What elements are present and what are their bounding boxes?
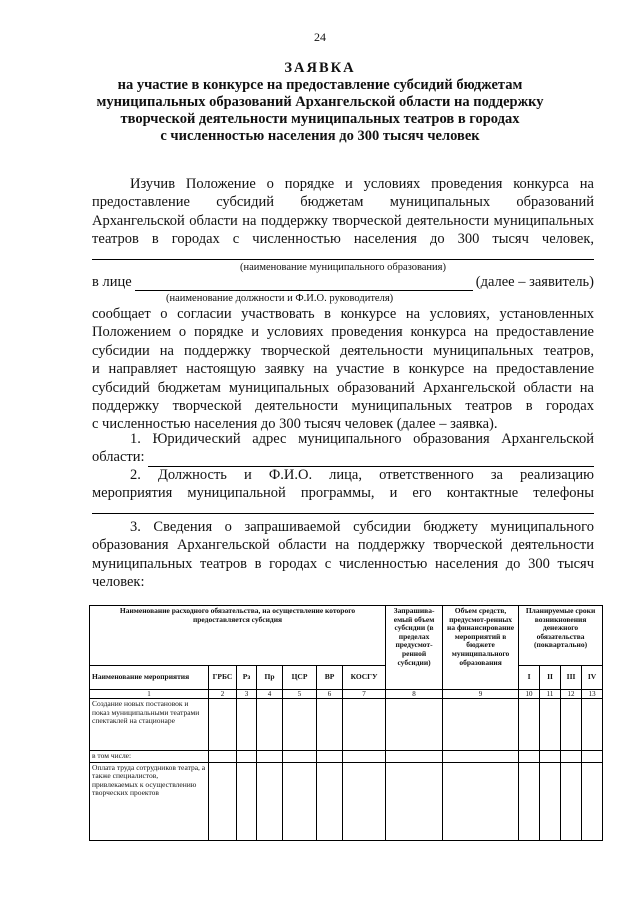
- table-cell[interactable]: [209, 699, 237, 751]
- text-line: Изучив Положение о порядке и условиях проведения конкурса на: [130, 176, 594, 192]
- intro-paragraph: [92, 175, 594, 249]
- table-cell[interactable]: [317, 762, 343, 840]
- table-cell[interactable]: [257, 751, 283, 763]
- text-line: предоставление субсидий бюджетам муниципальных образований: [92, 194, 594, 211]
- activity-name-cell: Создание новых постановок и показ муниципальными театрами спектаклей на стационаре: [90, 699, 209, 751]
- text-line: поддержку творческой деятельности муниципальных театров в городах: [92, 398, 594, 415]
- table-cell[interactable]: [283, 762, 317, 840]
- text-line: сообщает о согласии участвовать в конкурсе на условиях, установленных: [92, 306, 594, 322]
- table-row: [90, 751, 603, 763]
- quarter-header: IV: [582, 666, 603, 690]
- column-number: 11: [540, 690, 561, 699]
- table-cell[interactable]: [582, 699, 603, 751]
- quarter-header: II: [540, 666, 561, 690]
- table-cell[interactable]: [257, 762, 283, 840]
- quarter-header: III: [561, 666, 582, 690]
- text-line: с численностью населения до 300 тысяч человек (далее – заявка).: [92, 416, 498, 433]
- table-cell[interactable]: [582, 762, 603, 840]
- table-cell[interactable]: [209, 762, 237, 840]
- official-field: [92, 273, 594, 305]
- table-cell[interactable]: [343, 699, 386, 751]
- page-number: 24: [314, 30, 326, 44]
- table-cell[interactable]: [519, 751, 540, 763]
- title-line: с численностью населения до 300 тысяч человек: [160, 128, 480, 144]
- official-blank-line[interactable]: [135, 276, 473, 291]
- table-cell[interactable]: [561, 751, 582, 763]
- subsidy-table: [89, 605, 603, 841]
- table-cell[interactable]: [317, 699, 343, 751]
- table-cell[interactable]: [237, 762, 257, 840]
- column-number: 2: [209, 690, 237, 699]
- table-cell[interactable]: [237, 751, 257, 763]
- column-number: 13: [582, 690, 603, 699]
- column-number: 3: [237, 690, 257, 699]
- table-cell[interactable]: [561, 699, 582, 751]
- text-line: 2. Должность и Ф.И.О. лица, ответственного за реализацию: [130, 467, 594, 483]
- table-cell[interactable]: [283, 699, 317, 751]
- text-line: 3. Сведения о запрашиваемой субсидии бюджету муниципального: [130, 519, 594, 535]
- table-cell[interactable]: [443, 699, 519, 751]
- text-line: муниципальных театров в городах с численностью населения до 300 тысяч: [92, 555, 594, 572]
- official-hint: (наименование должности и Ф.И.О. руководителя): [166, 293, 394, 305]
- table-cell[interactable]: [257, 699, 283, 751]
- text-line: человек:: [92, 574, 145, 591]
- expense-obligation-header: Наименование расходного обязательства, на осуществление которого предоставляется субсидия: [90, 606, 386, 666]
- csr-header: ЦСР: [283, 666, 317, 690]
- table-cell[interactable]: [540, 751, 561, 763]
- column-number: 1: [90, 690, 209, 699]
- region-label: области:: [92, 449, 145, 466]
- table-cell[interactable]: [540, 699, 561, 751]
- column-number: 8: [386, 690, 443, 699]
- column-number: 5: [283, 690, 317, 699]
- municipality-hint: (наименование муниципального образования): [239, 262, 447, 273]
- item-1: [92, 430, 594, 467]
- quarterly-terms-header: Планируемые сроки возникновения денежного обязательства (поквартально): [519, 606, 603, 666]
- table-cell[interactable]: [582, 751, 603, 763]
- activity-name-cell: Оплата труда сотрудников театра, а также специалистов, привлекаемых к осуществлению творческих проектов: [90, 762, 209, 840]
- column-number: 9: [443, 690, 519, 699]
- table-cell[interactable]: [317, 751, 343, 763]
- column-number: 6: [317, 690, 343, 699]
- municipality-field: [92, 249, 594, 274]
- in-person-label: в лице: [92, 274, 132, 290]
- title-line: муниципальных образований Архангельской области на поддержку: [96, 94, 544, 110]
- activity-name-cell: в том числе:: [90, 751, 209, 763]
- column-number: 12: [561, 690, 582, 699]
- text-line: и направляет настоящую заявку на участие в конкурсе на предоставление: [92, 361, 594, 378]
- table-row: [90, 699, 603, 751]
- text-line: Архангельской области на поддержку творческой деятельности муниципальных: [92, 212, 594, 229]
- pr-header: Пр: [257, 666, 283, 690]
- table-cell[interactable]: [443, 762, 519, 840]
- table-cell[interactable]: [519, 762, 540, 840]
- text-line: 1. Юридический адрес муниципального образования Архангельской: [130, 431, 594, 447]
- table-cell[interactable]: [519, 699, 540, 751]
- rz-header: Рз: [237, 666, 257, 690]
- table-cell[interactable]: [343, 762, 386, 840]
- item-3: [92, 518, 594, 592]
- title-head: ЗАЯВКА: [284, 60, 356, 76]
- quarter-header: I: [519, 666, 540, 690]
- text-line: образования Архангельской области на поддержку творческой деятельности: [92, 537, 594, 554]
- table-cell[interactable]: [283, 751, 317, 763]
- table-cell[interactable]: [561, 762, 582, 840]
- table-cell[interactable]: [386, 751, 443, 763]
- vr-header: ВР: [317, 666, 343, 690]
- table-cell[interactable]: [237, 699, 257, 751]
- title-line: на участие в конкурсе на предоставление субсидий бюджетам: [117, 77, 523, 93]
- application-title: [60, 60, 580, 145]
- text-line: мероприятия муниципальной программы, и его контактные телефоны: [92, 485, 594, 502]
- text-line: Положением о порядке и условиях проведения конкурса на предоставление: [92, 324, 594, 341]
- table-cell[interactable]: [443, 751, 519, 763]
- municipality-blank-line[interactable]: [92, 249, 594, 260]
- table-cell[interactable]: [343, 751, 386, 763]
- title-line: творческой деятельности муниципальных театров в городах: [120, 111, 520, 127]
- table-row: [90, 762, 603, 840]
- text-line: театров в городах с численностью населения до 300 тысяч человек,: [92, 231, 594, 248]
- table-cell[interactable]: [386, 699, 443, 751]
- column-number: 7: [343, 690, 386, 699]
- requested-amount-header: Запрашива-емый объем субсидии (в пределах предусмот-ренной субсидии): [386, 606, 443, 690]
- table-cell[interactable]: [209, 751, 237, 763]
- grbs-header: ГРБС: [209, 666, 237, 690]
- text-line: субсидий бюджетам муниципальных образований Архангельской области на: [92, 379, 594, 396]
- statement-paragraph: [92, 305, 594, 434]
- municipal-funds-header: Объем средств, предусмот-ренных на финансирование мероприятий в бюджете муниципального образования: [443, 606, 519, 690]
- column-number: 10: [519, 690, 540, 699]
- contact-blank-line[interactable]: [92, 503, 594, 514]
- text-line: субсидии на поддержку творческой деятельности муниципальных театров,: [92, 342, 594, 359]
- applicant-label: (далее – заявитель): [475, 274, 594, 290]
- table-cell[interactable]: [386, 762, 443, 840]
- activity-name-header: Наименование мероприятия: [90, 666, 209, 690]
- kosgu-header: КОСГУ: [343, 666, 386, 690]
- column-number: 4: [257, 690, 283, 699]
- address-blank-line[interactable]: [148, 452, 595, 467]
- item-2: [92, 466, 594, 514]
- table-cell[interactable]: [540, 762, 561, 840]
